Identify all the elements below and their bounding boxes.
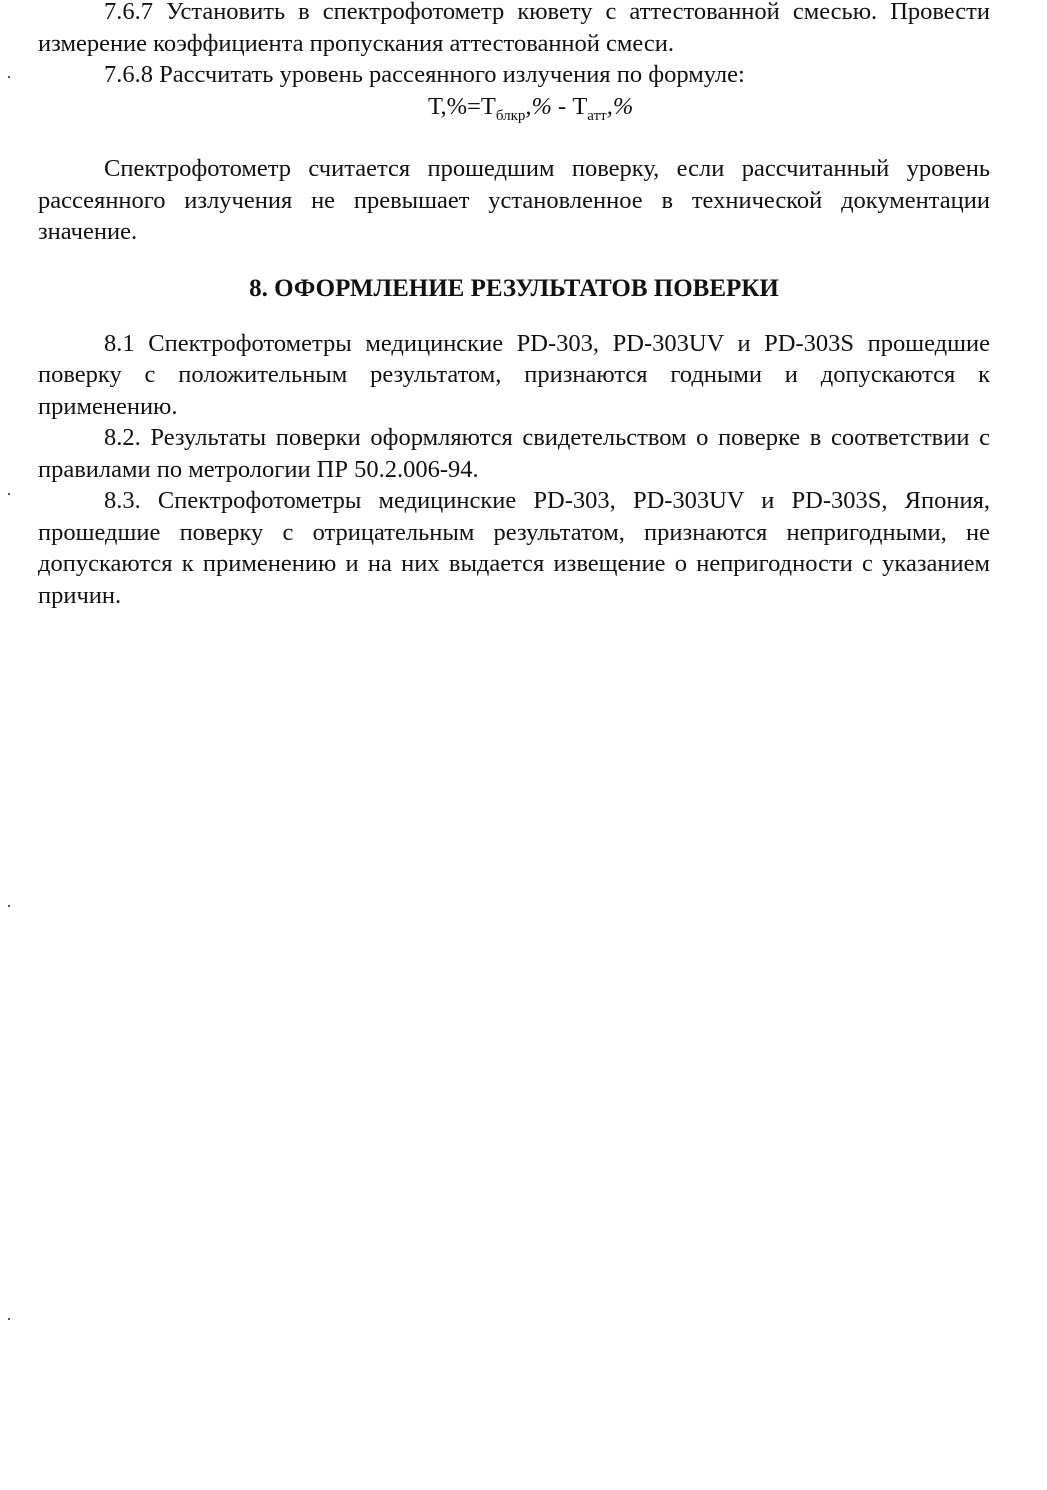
scan-speck — [8, 1318, 10, 1320]
scan-speck — [8, 905, 10, 907]
scan-speck — [8, 493, 10, 495]
paragraph-8-2: 8.2. Результаты поверки оформляются свидетельством о поверке в соответствии с правилами по метрологии ПР 50.2.006-94. — [38, 424, 990, 483]
paragraph-8-1: 8.1 Спектрофотометры медицинские PD-303, PD-303UV и PD-303S прошедшие поверку с положительным результатом, признаются годными и допускаются к применению. — [38, 329, 990, 420]
paragraph-8-3: 8.3. Спектрофотометры медицинские PD-303, PD-303UV и PD-303S, Япония, прошедшие поверку с отрицательным результатом, признаются непригодными, не допускаются к применению и на них выдается извещение о непригодности с указанием причин. — [38, 487, 990, 609]
document-page — [38, 0, 990, 611]
formula: $Т,\%=Т_{блкр},\% - Т_{атт},\%$ — [428, 92, 634, 124]
scan-speck — [8, 76, 10, 78]
section-8-heading: 8. ОФОРМЛЕНИЕ РЕЗУЛЬТАТОВ ПОВЕРКИ — [249, 274, 779, 302]
paragraph-conclusion: Спектрофотометр считается прошедшим поверку, если рассчитанный уровень рассеянного излучения не превышает установленное в технической документации значение. — [38, 155, 990, 245]
paragraph-7-6-8: 7.6.8 Рассчитать уровень рассеянного излучения по формуле: — [104, 61, 745, 88]
paragraph-7-6-7: 7.6.7 Установить в спектрофотометр кювету с аттестованной смесью. Провести измерение коэффициента пропускания аттестованной смеси. — [38, 0, 990, 57]
